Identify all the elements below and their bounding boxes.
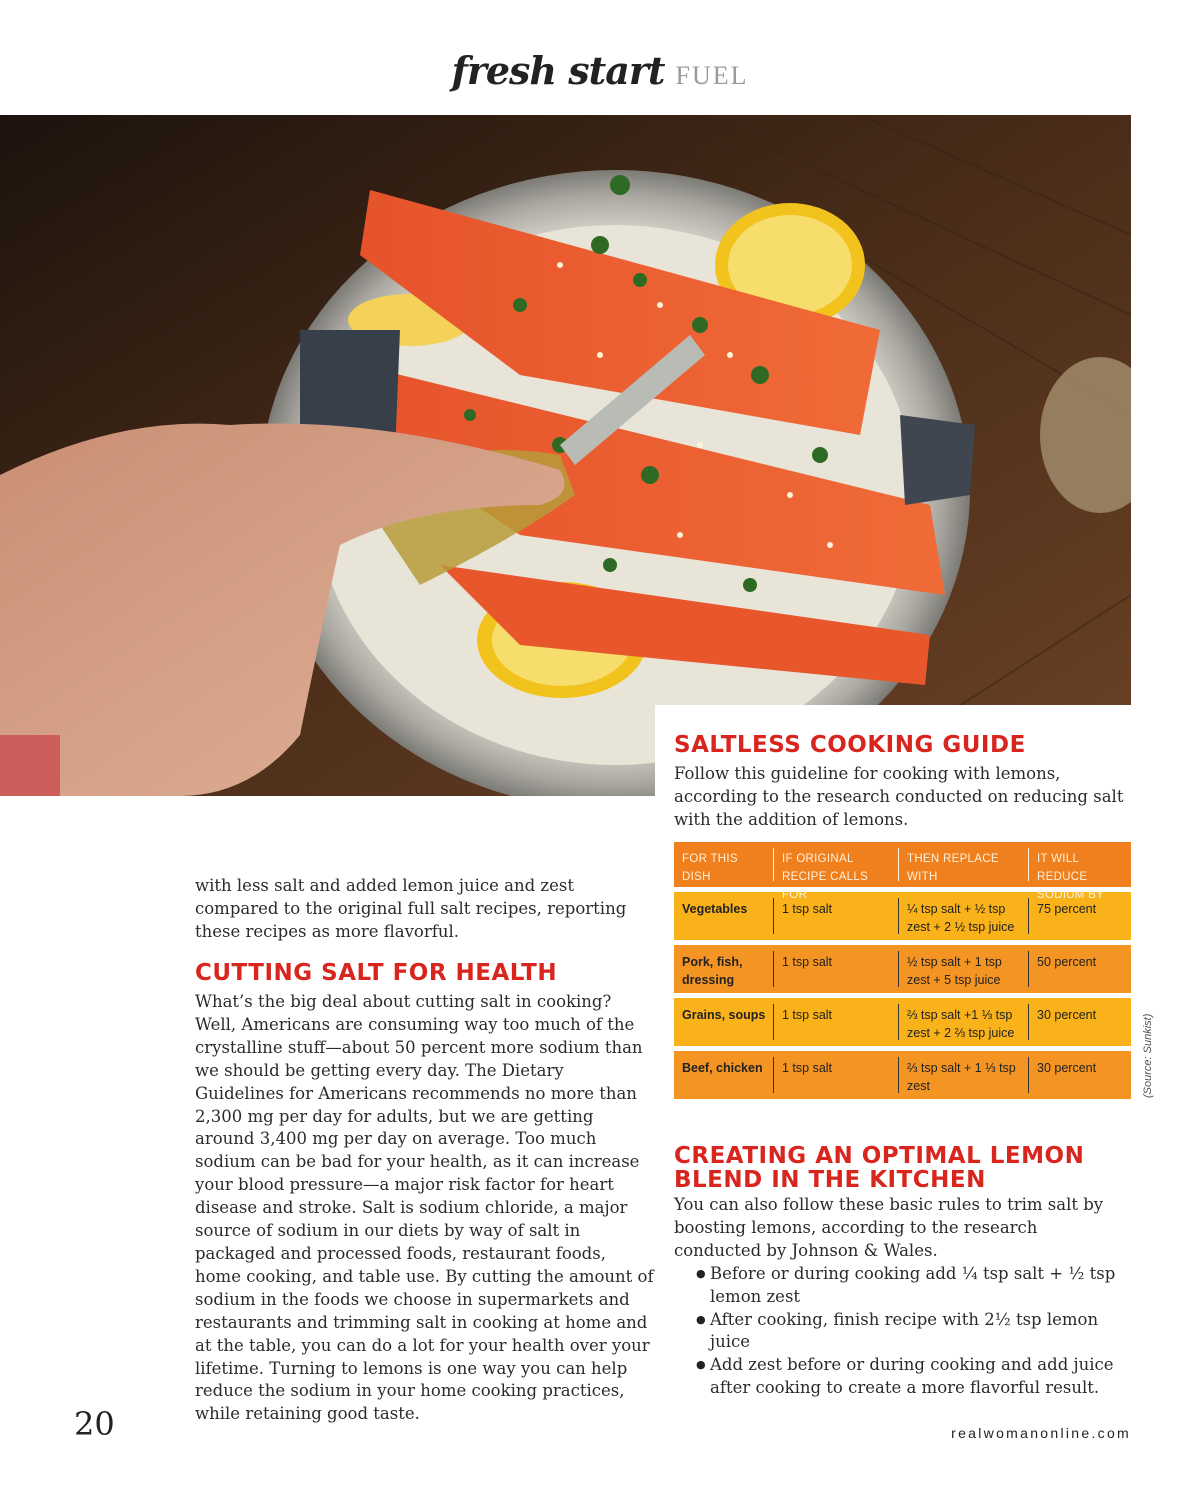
list-item: ● Before or during cooking add ¼ tsp salt + ½ tsp lemon zest xyxy=(674,1263,1124,1309)
site-url: realwomanonline.com xyxy=(951,1425,1131,1441)
lemon-blend-title-line1: CREATING AN OPTIMAL LEMON xyxy=(674,1143,1085,1169)
list-item: ● Add zest before or during cooking and add juice after cooking to create a more flavorful result. xyxy=(674,1354,1124,1400)
table-cell-reduce: 50 percent xyxy=(1028,951,1131,987)
table-header: THEN REPLACE WITH xyxy=(898,848,1028,881)
table-row xyxy=(674,998,1131,1046)
table-cell-original: 1 tsp salt xyxy=(773,1057,898,1093)
table-cell-replace: ⅔ tsp salt +1 ⅓ tsp zest + 2 ⅔ tsp juice xyxy=(898,1004,1028,1040)
table-cell-original: 1 tsp salt xyxy=(773,1004,898,1040)
table-header: IF ORIGINAL RECIPE CALLS FOR xyxy=(773,848,898,881)
masthead-section: FUEL xyxy=(675,61,749,90)
table-cell-original: 1 tsp salt xyxy=(773,951,898,987)
table-cell-reduce: 75 percent xyxy=(1028,898,1131,934)
table-cell-original: 1 tsp salt xyxy=(773,898,898,934)
lemon-blend-intro: You can also follow these basic rules to trim salt by boosting lemons, according to the research conducted by Johnson & Wales. xyxy=(674,1195,1104,1260)
page-number: 20 xyxy=(74,1405,115,1443)
lemon-blend-section xyxy=(674,1144,1124,1400)
guide-title: SALTLESS COOKING GUIDE xyxy=(674,732,1026,758)
table-header-row xyxy=(674,842,1131,901)
saltless-cooking-table xyxy=(674,842,1131,1104)
cutting-salt-section xyxy=(195,959,657,1426)
table-cell-replace: ¼ tsp salt + ½ tsp zest + 2 ½ tsp juice xyxy=(898,898,1028,934)
table-cell-reduce: 30 percent xyxy=(1028,1057,1131,1093)
table-cell-dish: Pork, fish, dressing xyxy=(682,955,743,987)
saltless-guide-section xyxy=(674,731,1124,832)
table-header: FOR THIS DISH xyxy=(682,853,738,883)
table-cell-replace: ½ tsp salt + 1 tsp zest + 5 tsp juice xyxy=(898,951,1028,987)
lemon-blend-bullets xyxy=(674,1263,1124,1400)
table-cell-dish: Grains, soups xyxy=(682,1008,766,1022)
masthead-script-title: fresh start xyxy=(451,48,665,93)
guide-intro: Follow this guideline for cooking with lemons, according to the research conducted on reducing salt with the addition of lemons. xyxy=(674,764,1124,829)
list-item: ● After cooking, finish recipe with 2½ tsp lemon juice xyxy=(674,1309,1124,1355)
table-row xyxy=(674,892,1131,940)
cutting-salt-title: CUTTING SALT FOR HEALTH xyxy=(195,960,558,986)
table-header: IT WILL REDUCE SODIUM BY xyxy=(1028,848,1131,881)
table-cell-dish: Beef, chicken xyxy=(682,1061,763,1075)
table-source-credit: (Source: Sunkist) xyxy=(1142,1013,1154,1098)
table-cell-replace: ⅔ tsp salt + 1 ⅓ tsp zest xyxy=(898,1057,1028,1093)
table-row xyxy=(674,1051,1131,1099)
salmon-photo xyxy=(0,115,1131,796)
masthead xyxy=(0,48,1200,93)
table-cell-dish: Vegetables xyxy=(682,902,748,916)
lemon-blend-title-line2: BLEND IN THE KITCHEN xyxy=(674,1167,986,1193)
cutting-salt-body: What’s the big deal about cutting salt in cooking? Well, Americans are consuming way too much of the crystalline stuff—about 50 percent more sodium than we should be getting every day. The Dietary Guidelines for Americans recommends no more than 2,300 mg per day for adults, but we are getting around 3,400 mg per day on average. Too much sodium can be bad for your health, as it can increase your blood pressure—a major risk factor for heart disease and stroke. Salt is sodium chloride, a major source of sodium in our diets by way of salt in packaged and processed foods, restaurant foods, home cooking, and table use. By cutting the amount of sodium in the foods we choose in supermarkets and restaurants and trimming salt in cooking at home and at the table, you can do a lot for your health over your lifetime. Turning to lemons is one way you can help reduce the sodium in your home cooking practices, while retaining good taste. xyxy=(195,992,654,1424)
table-row xyxy=(674,945,1131,993)
table-cell-reduce: 30 percent xyxy=(1028,1004,1131,1040)
intro-continued: with less salt and added lemon juice and zest compared to the original full salt recipes, reporting these recipes as more flavorful. xyxy=(195,876,627,941)
